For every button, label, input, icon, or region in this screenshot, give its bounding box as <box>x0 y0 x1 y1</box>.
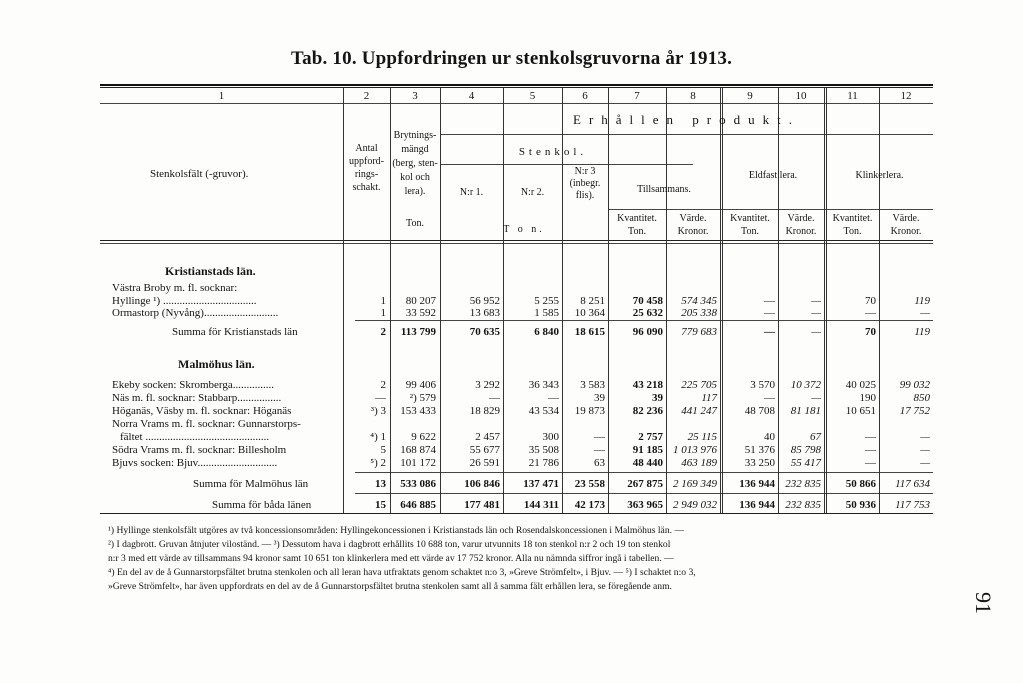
colnum-3: 3 <box>412 90 418 102</box>
cell-c9: 48 708 <box>744 405 775 417</box>
header-brytnings-1: Brytnings- <box>393 130 437 141</box>
header-antal-4: schakt. <box>352 182 381 193</box>
cell-c3: 101 172 <box>400 457 436 469</box>
cell-c9: — <box>764 326 775 338</box>
header-klinkerlera: Klinkerlera. <box>855 170 904 181</box>
cell-c12: 99 032 <box>899 379 930 391</box>
cell-c5: 137 471 <box>523 478 559 490</box>
cell-c10: 85 798 <box>790 444 821 456</box>
cell-c6: — <box>594 444 605 456</box>
cell-c10: — <box>811 392 821 404</box>
header-ton-7: Ton. <box>628 226 646 237</box>
cell-c6: 23 558 <box>574 478 605 490</box>
colnum-5: 5 <box>529 90 536 102</box>
cell-c10: — <box>811 326 821 338</box>
header-kvantitet-11: Kvantitet. <box>832 213 873 224</box>
colnum-11: 11 <box>847 90 858 102</box>
cell-c11: 40 025 <box>845 379 876 391</box>
cell-c12: 119 <box>914 326 930 338</box>
cell-c4: — <box>489 392 500 404</box>
footnote-2: ²) I dagbrott. Gruvan åtnjuter viloständ. — ³) Dessutom hava i dagbrott erhållits 10 688 ton, varur utvunnits 18 ton stenkol n:r 2 och 19 ton stenkol <box>108 539 671 550</box>
cell-c2: — <box>375 392 386 404</box>
cell-c6: 18 615 <box>574 326 605 338</box>
cell-c6: 39 <box>594 392 605 404</box>
table-title: Tab. 10. Uppfordringen ur stenkolsgruvorna år 1913. <box>290 48 733 69</box>
footnote-3: n:r 3 med ett värde av tillsammans 94 kronor samt 10 651 ton klinkerlera med ett värde av 17 752 kronor. Alla nu nämnda siffror ingå i tabellen. — <box>108 553 674 564</box>
cell-c9: — <box>764 307 775 319</box>
cell-c8: 2 949 032 <box>673 499 717 511</box>
header-nr3-1: N:r 3 <box>574 166 596 177</box>
cell-c11: — <box>865 307 876 319</box>
header-bottom-rule <box>100 240 933 241</box>
header-brytnings-5: lera). <box>404 186 426 197</box>
footnote-5: »Greve Strömfelt», har även uppfordrats en del av de å Gunnarstorpsfältet brutna stenkolen samt all å samma fält erhållen lera, se föregående anm. <box>108 581 672 592</box>
cell-c12: 117 634 <box>895 478 930 490</box>
header-varde-10: Värde. <box>787 213 815 224</box>
cell-c8: 441 247 <box>681 405 717 417</box>
row-label: Norra Vrams m. fl. socknar: Gunnarstorps- <box>112 418 301 430</box>
cell-c5: 43 534 <box>528 405 559 417</box>
cell-c12: — <box>920 457 930 469</box>
cell-c10: 55 417 <box>790 457 821 469</box>
cell-c6: 10 364 <box>574 307 605 319</box>
row-label: fältet ............................................. <box>120 431 270 443</box>
cell-c11: 10 651 <box>845 405 876 417</box>
header-antal-3: rings- <box>354 169 379 180</box>
cell-c5: 6 840 <box>534 326 559 338</box>
cell-c6: 8 251 <box>580 295 605 307</box>
cell-c5: 35 508 <box>528 444 559 456</box>
cell-c3: 9 622 <box>411 431 436 443</box>
header-ton-11: Ton. <box>843 226 862 237</box>
header-tillsammans: Tillsammans. <box>637 184 691 195</box>
footnote-1: ¹) Hyllinge stenkolsfält utgöres av två koncessionsområden: Hyllingekoncessionen i Kristianstads län och Rosendalskoncessionen i Malmöhus län. — <box>108 525 685 536</box>
colnum-1: 1 <box>218 90 225 102</box>
header-kronor-10: Kronor. <box>785 226 817 237</box>
cell-c8: 117 <box>701 392 717 404</box>
colnum-2: 2 <box>363 90 370 102</box>
cell-c11: 190 <box>859 392 876 404</box>
header-brytnings-3: (berg, sten- <box>392 158 438 169</box>
cell-c3: ²) 579 <box>409 392 436 404</box>
cell-c8: 2 169 349 <box>673 478 717 490</box>
cell-c4: 106 846 <box>464 478 500 490</box>
header-t-o-n: T o n. <box>503 224 545 235</box>
row-label: Hyllinge ¹) .................................. <box>112 295 257 307</box>
cell-c10: — <box>811 307 821 319</box>
cell-c8: 1 013 976 <box>673 444 717 456</box>
stenkol-rule <box>440 164 693 165</box>
header-ton: Ton. <box>406 218 424 229</box>
cell-c7: 25 632 <box>632 307 663 319</box>
cell-c4: 70 635 <box>469 326 500 338</box>
row-label: Bjuvs socken: Bjuv............................. <box>112 457 278 469</box>
header-nr3-3: flis). <box>575 190 595 201</box>
kvantitet-rule <box>608 209 933 210</box>
header-stenkol: Stenkol. <box>518 146 588 158</box>
cell-c12: 117 753 <box>895 499 930 511</box>
colnum-6: 6 <box>582 90 588 102</box>
cell-c5: 5 255 <box>534 295 559 307</box>
cell-c12: 850 <box>913 392 930 404</box>
row-label: Ekeby socken: Skromberga............... <box>112 379 275 391</box>
cell-c2: ⁴) 1 <box>370 431 386 443</box>
subtotal-rule-3 <box>355 493 933 494</box>
cell-c11: 50 936 <box>845 499 876 511</box>
cell-c7: 91 185 <box>632 444 663 456</box>
header-varde-8: Värde. <box>679 213 707 224</box>
header-varde-12: Värde. <box>892 213 920 224</box>
table-bottom-rule <box>100 513 933 514</box>
colnum-9: 9 <box>747 90 753 102</box>
subtotal-rule-1 <box>355 320 933 321</box>
row-label: Summa för Kristianstads län <box>172 326 298 338</box>
cell-c2: 1 <box>380 295 386 307</box>
cell-c11: 70 <box>865 326 876 338</box>
header-antal-1: Antal <box>355 143 378 154</box>
label-vastra-broby: Västra Broby m. fl. socknar: <box>112 282 238 294</box>
cell-c11: 50 866 <box>845 478 876 490</box>
row-label: Summa för båda länen <box>212 499 312 511</box>
cell-c2: ³) 3 <box>370 405 386 417</box>
cell-c5: 21 786 <box>528 457 559 469</box>
cell-c3: 533 086 <box>400 478 436 490</box>
cell-c9: — <box>764 295 775 307</box>
cell-c12: — <box>920 444 930 456</box>
cell-c9: — <box>764 392 775 404</box>
colnum-4: 4 <box>468 90 475 102</box>
header-nr2: N:r 2. <box>520 187 545 198</box>
cell-c10: 10 372 <box>790 379 821 391</box>
cell-c9: 51 376 <box>744 444 775 456</box>
cell-c2: ⁵) 2 <box>370 457 386 469</box>
header-eldfast: Eldfast lera. <box>748 170 798 181</box>
cell-c3: 646 885 <box>400 499 436 511</box>
cell-c9: 136 944 <box>739 499 775 511</box>
section-kristianstad: Kristianstads län. <box>165 264 256 278</box>
cell-c12: — <box>920 307 930 319</box>
header-bottom-rule-2 <box>100 243 933 244</box>
colnum-7: 7 <box>634 90 640 102</box>
cell-c3: 113 799 <box>400 326 436 338</box>
header-nr3-2: (inbegr. <box>569 178 601 189</box>
header-kvantitet-7: Kvantitet. <box>617 213 657 224</box>
cell-c2: 2 <box>380 326 386 338</box>
cell-c10: 67 <box>810 431 821 443</box>
cell-c8: 463 189 <box>681 457 717 469</box>
cell-c2: 13 <box>375 478 386 490</box>
cell-c10: 232 835 <box>785 478 821 490</box>
cell-c10: 232 835 <box>785 499 821 511</box>
cell-c7: 39 <box>652 392 663 404</box>
cell-c8: 574 345 <box>681 295 717 307</box>
cell-c11: 70 <box>865 295 876 307</box>
cell-c10: 81 181 <box>790 405 821 417</box>
header-ton-9: Ton. <box>741 226 759 237</box>
header-kvantitet-9: Kvantitet. <box>730 213 770 224</box>
cell-c8: 25 115 <box>687 431 717 443</box>
cell-c9: 33 250 <box>744 457 775 469</box>
cell-c2: 1 <box>380 307 386 319</box>
cell-c4: 18 829 <box>469 405 500 417</box>
cell-c8: 779 683 <box>681 326 717 338</box>
cell-c9: 40 <box>764 431 775 443</box>
cell-c12: 119 <box>914 295 930 307</box>
cell-c5: 144 311 <box>523 499 559 511</box>
cell-c6: 19 873 <box>574 405 605 417</box>
cell-c11: — <box>865 444 876 456</box>
cell-c3: 168 874 <box>400 444 436 456</box>
row-label: Södra Vrams m. fl. socknar: Billesholm <box>112 444 287 456</box>
header-erhallen: Erhållen produkt. <box>573 112 800 127</box>
cell-c5: — <box>548 392 559 404</box>
header-brytnings-4: kol och <box>400 172 430 183</box>
column-number-rule <box>100 103 933 104</box>
cell-c9: 3 570 <box>750 379 775 391</box>
cell-c7: 43 218 <box>632 379 663 391</box>
cell-c4: 13 683 <box>469 307 500 319</box>
cell-c2: 2 <box>380 379 386 391</box>
cell-c5: 36 343 <box>528 379 559 391</box>
cell-c11: — <box>865 431 876 443</box>
cell-c5: 300 <box>542 431 559 443</box>
top-rule-2 <box>100 87 933 88</box>
cell-c10: — <box>811 295 821 307</box>
row-label: Näs m. fl. socknar: Stabbarp................ <box>112 392 282 404</box>
cell-c9: 136 944 <box>739 478 775 490</box>
cell-c4: 26 591 <box>469 457 500 469</box>
footnote-4: ⁴) En del av de å Gunnarstorpsfältet brutna stenkolen och all leran hava utfraktats genom schaktet n:o 3, »Greve Strömfelt», i Bjuv. — ⁵) I schaktet n:o 3, <box>108 567 696 578</box>
header-stenkolsfalt: Stenkolsfält (-gruvor). <box>150 168 249 180</box>
cell-c2: 5 <box>380 444 386 456</box>
cell-c6: 3 583 <box>580 379 605 391</box>
cell-c3: 80 207 <box>405 295 436 307</box>
cell-c6: 42 173 <box>574 499 605 511</box>
row-label: Summa för Malmöhus län <box>193 478 309 490</box>
colnum-10: 10 <box>795 90 807 102</box>
top-rule <box>100 84 933 86</box>
cell-c4: 3 292 <box>475 379 500 391</box>
header-antal-2: uppford- <box>349 156 384 167</box>
cell-c12: — <box>920 431 930 443</box>
cell-c7: 82 236 <box>632 405 663 417</box>
cell-c3: 99 406 <box>405 379 436 391</box>
cell-c8: 225 705 <box>681 379 717 391</box>
subtotal-rule-2 <box>355 472 933 473</box>
cell-c8: 205 338 <box>681 307 717 319</box>
cell-c4: 2 457 <box>475 431 500 443</box>
header-brytnings-2: mängd <box>401 144 429 155</box>
cell-c3: 153 433 <box>400 405 436 417</box>
erhallen-rule <box>440 134 933 135</box>
cell-c7: 363 965 <box>627 499 663 511</box>
cell-c12: 17 752 <box>899 405 930 417</box>
section-malmohus: Malmöhus län. <box>178 357 255 371</box>
cell-c5: 1 585 <box>534 307 559 319</box>
row-label: Ormastorp (Nyvång)........................... <box>112 307 279 319</box>
cell-c4: 56 952 <box>469 295 500 307</box>
cell-c7: 70 458 <box>632 295 663 307</box>
page-number: 91 <box>971 592 996 614</box>
cell-c6: 63 <box>594 457 605 469</box>
cell-c3: 33 592 <box>405 307 436 319</box>
cell-c11: — <box>865 457 876 469</box>
row-label: Höganäs, Väsby m. fl. socknar: Höganäs <box>112 405 292 417</box>
cell-c4: 177 481 <box>464 499 500 511</box>
header-kronor-8: Kronor. <box>677 226 709 237</box>
cell-c7: 2 757 <box>638 431 663 443</box>
cell-c4: 55 677 <box>469 444 500 456</box>
colnum-8: 8 <box>690 90 696 102</box>
cell-c7: 267 875 <box>627 478 663 490</box>
cell-c2: 15 <box>375 499 386 511</box>
cell-c6: — <box>594 431 605 443</box>
colnum-12: 12 <box>900 90 912 102</box>
header-nr1: N:r 1. <box>459 187 484 198</box>
header-kronor-12: Kronor. <box>890 226 922 237</box>
cell-c7: 96 090 <box>632 326 663 338</box>
cell-c7: 48 440 <box>632 457 663 469</box>
